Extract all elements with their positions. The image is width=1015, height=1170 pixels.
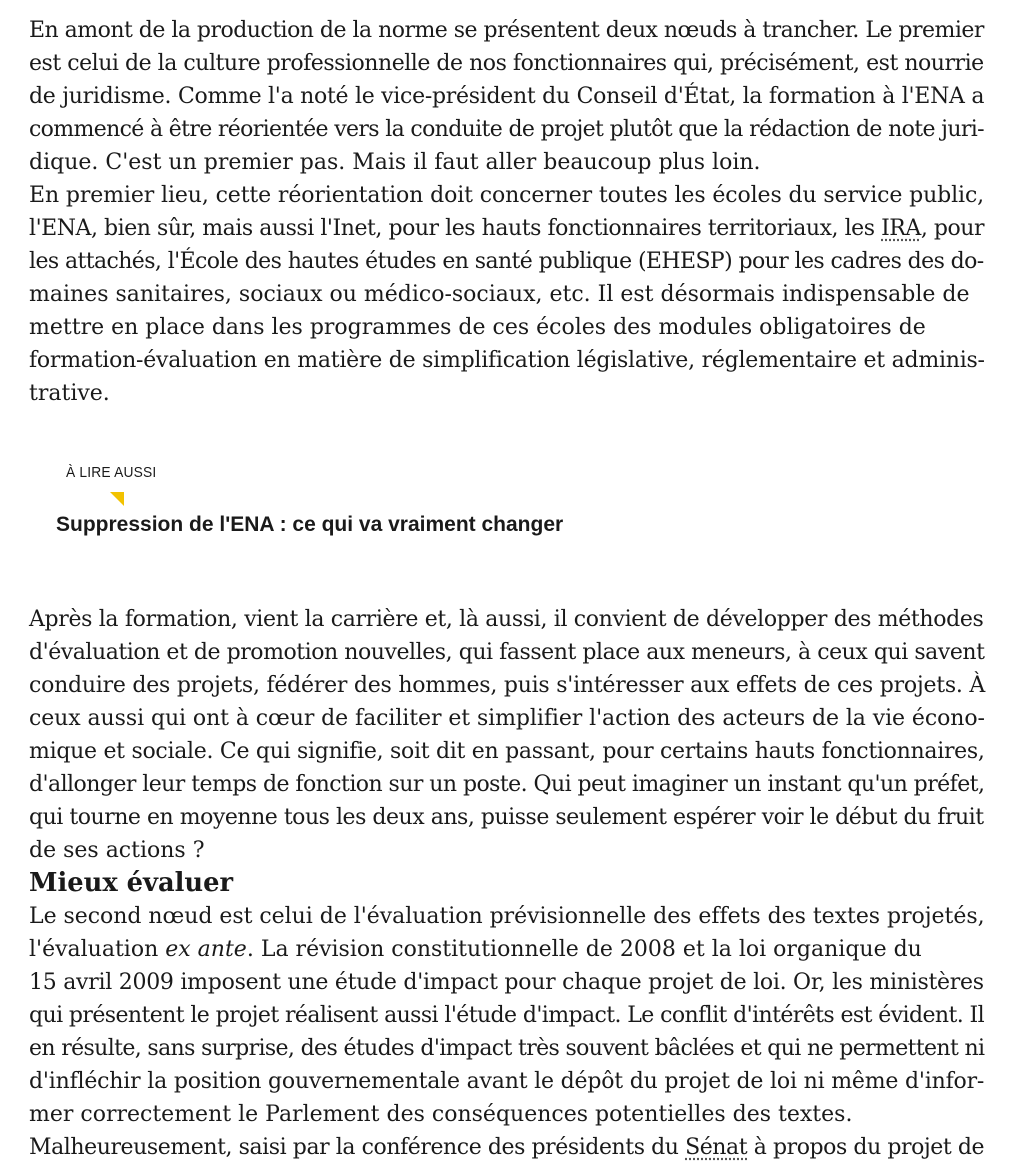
text-line	[29, 933, 979, 966]
text-line: qui tourne en moyenne tous les deux ans, puisse seulement espérer voir le début du fruit	[29, 805, 984, 830]
text-line: les attachés, l'École des hautes études en santé publique (EHESP) pour les cadres des do-	[29, 249, 984, 274]
text-line	[29, 212, 985, 245]
text-line: dique. C'est un premier pas. Mais il faut aller beaucoup plus loin.	[29, 150, 761, 175]
text-line: formation-évaluation en matière de simplification législative, réglementaire et adminis-	[29, 348, 985, 373]
paragraph-career	[29, 603, 986, 867]
text-line: 15 avril 2009 imposent une étude d'impact pour chaque projet de loi. Or, les ministères	[29, 970, 984, 995]
text-line: mettre en place dans les programmes de ces écoles des modules obligatoires de	[29, 315, 926, 340]
read-also-accent-marker	[110, 492, 124, 506]
text-line: En amont de la production de la norme se présentent deux nœuds à trancher. Le premier	[29, 18, 984, 43]
text-line: en résulte, sans surprise, des études d'impact très souvent bâclées et qui ne permettent ni	[29, 1036, 985, 1061]
senat-link[interactable]: Sénat	[685, 1135, 748, 1160]
ira-link[interactable]: IRA	[881, 216, 921, 241]
text-line: Le second nœud est celui de l'évaluation prévisionnelle des effets des textes projetés,	[29, 904, 985, 929]
text-line: maines sanitaires, sociaux ou médico-sociaux, etc. Il est désormais indispensable de	[29, 282, 970, 307]
text-line: de ses actions ?	[29, 838, 205, 863]
text-line: En premier lieu, cette réorientation doit concerner toutes les écoles du service public,	[29, 183, 985, 208]
paragraph-culture	[29, 14, 985, 179]
read-also-kicker: À LIRE AUSSI	[66, 464, 157, 481]
text-fragment: . La révision constitutionnelle de 2008 et la loi organique du	[246, 937, 922, 962]
paragraph-schools	[29, 179, 985, 410]
text-line: d'évaluation et de promotion nouvelles, qui fassent place aux meneurs, à ceux qui savent	[29, 640, 985, 665]
article-body	[29, 14, 986, 1164]
text-line: mique et sociale. Ce qui signifie, soit dit en passant, pour certains hauts fonctionnaires,	[29, 739, 985, 764]
text-fragment: Malheureusement, saisi par la conférence des présidents du	[29, 1135, 686, 1160]
paragraph-evaluation	[29, 900, 985, 1164]
text-fragment: , pour	[920, 216, 985, 241]
italic-term: ex ante	[165, 937, 247, 962]
text-line: de juridisme. Comme l'a noté le vice-président du Conseil d'État, la formation à l'ENA a	[29, 84, 985, 109]
text-line: mer correctement le Parlement des conséquences potentielles des textes.	[29, 1102, 853, 1127]
section-subheading: Mieux évaluer	[29, 868, 234, 898]
text-line: Après la formation, vient la carrière et, là aussi, il convient de développer des méthodes	[29, 607, 984, 632]
text-line: trative.	[29, 381, 110, 406]
text-fragment: l'évaluation	[29, 937, 166, 962]
text-line: ceux aussi qui ont à cœur de faciliter et simplifier l'action des acteurs de la vie écono-	[29, 706, 985, 731]
read-also-link[interactable]: Suppression de l'ENA : ce qui va vraiment changer	[56, 513, 564, 536]
text-fragment: à propos du projet de	[747, 1135, 985, 1160]
text-line: d'infléchir la position gouvernementale avant le dépôt du projet de loi ni même d'infor-	[29, 1069, 985, 1094]
text-fragment: l'ENA, bien sûr, mais aussi l'Inet, pour les hauts fonctionnaires territoriaux, les	[29, 216, 882, 241]
text-line: commencé à être réorientée vers la conduite de projet plutôt que la rédaction de note juri-	[29, 117, 984, 142]
text-line	[29, 1131, 985, 1164]
text-line: est celui de la culture professionnelle de nos fonctionnaires qui, précisément, est nourrie	[29, 51, 984, 76]
read-also-box	[56, 458, 979, 603]
text-line: d'allonger leur temps de fonction sur un poste. Qui peut imaginer un instant qu'un préfet,	[29, 772, 985, 797]
text-line: conduire des projets, fédérer des hommes, puis s'intéresser aux effets de ces projets. À	[29, 673, 986, 698]
text-line: qui présentent le projet réalisent aussi l'étude d'impact. Le conflit d'intérêts est évident. Il	[29, 1003, 985, 1028]
